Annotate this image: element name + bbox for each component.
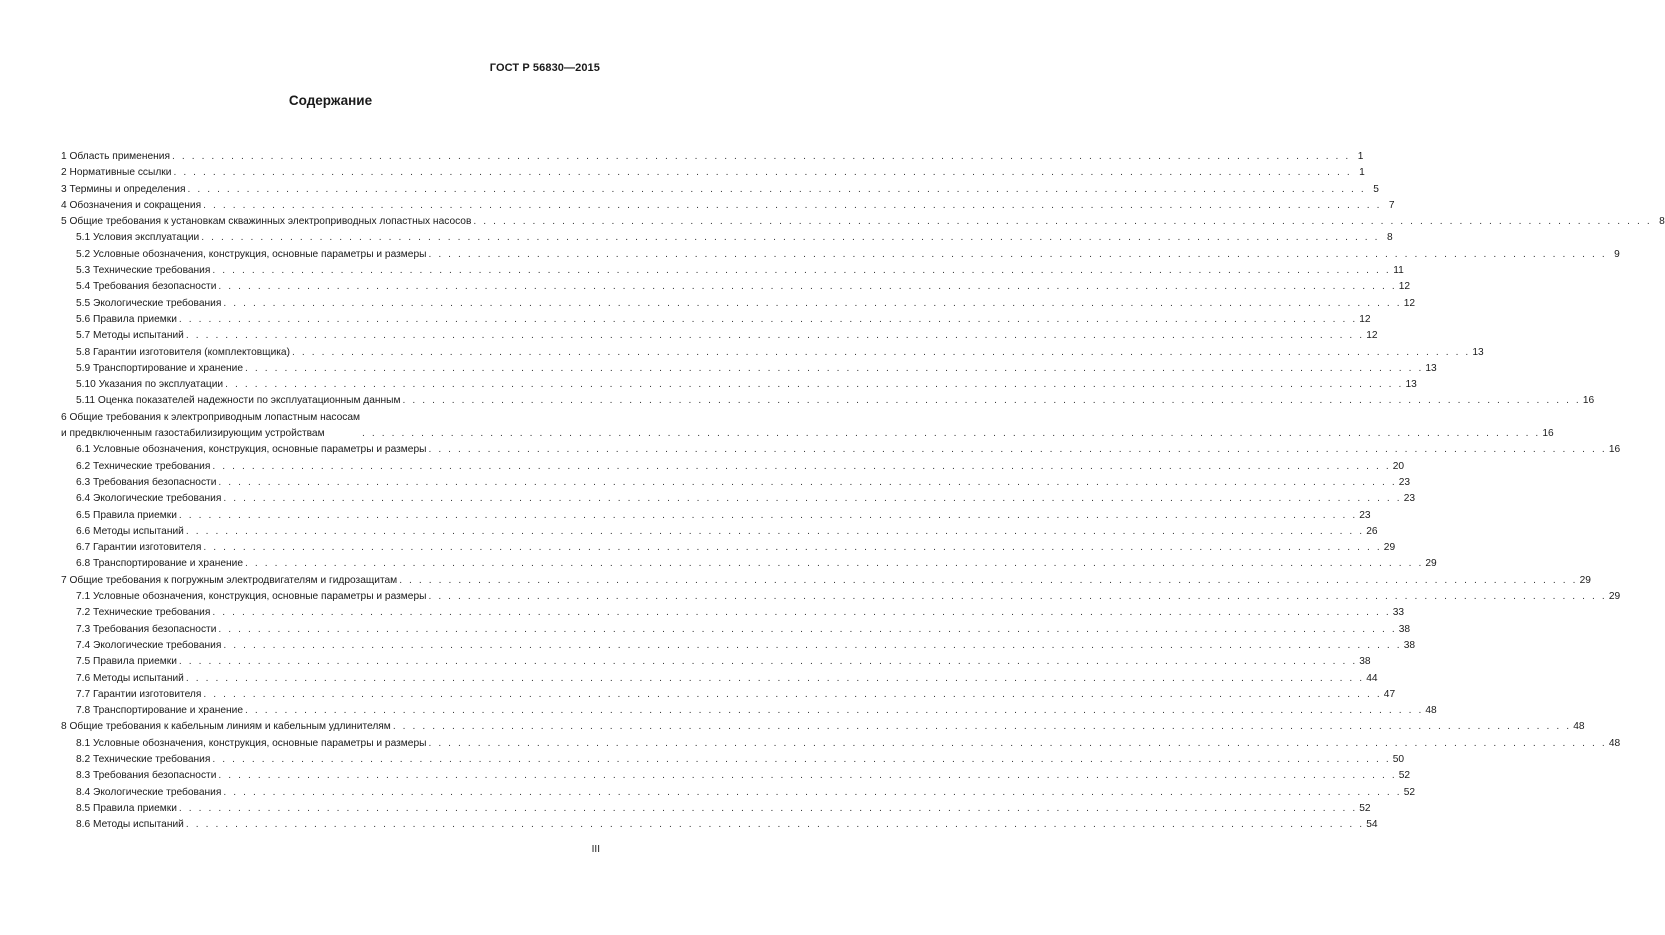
toc-entry-title bbox=[76, 230, 199, 246]
toc-entry[interactable] bbox=[61, 524, 1378, 540]
toc-entry-page: 13 bbox=[1425, 362, 1437, 374]
toc-entry-title bbox=[76, 263, 210, 279]
toc-entry[interactable] bbox=[61, 556, 1437, 572]
toc-entry[interactable] bbox=[61, 638, 1416, 654]
toc-entry-page: 29 bbox=[1608, 591, 1621, 603]
toc-entry-title-line: 5.6 Правила приемки bbox=[76, 313, 177, 325]
toc-entry[interactable] bbox=[61, 768, 1411, 784]
toc-entry-page: 16 bbox=[1608, 444, 1621, 456]
toc-entry-title bbox=[76, 654, 177, 670]
toc-entry[interactable] bbox=[61, 589, 1621, 605]
table-of-contents bbox=[61, 149, 1665, 833]
toc-leader-dots: . . . . . . . . . . . . . . . . . . . . . . . . . . . . . . . . . . . . . . . . . . . . . . . . . . . . . . . . . . . . . . . . . . . . . . . . . . . . . . . . . . . . . . . . . . . . . . . . . . . . . . . . . . . . . . . . . . . . . . . . bbox=[223, 786, 1402, 798]
toc-entry-page: 1 bbox=[1359, 167, 1365, 179]
toc-entry[interactable] bbox=[61, 817, 1378, 833]
toc-entry-page: 16 bbox=[1542, 428, 1554, 440]
toc-entry-page: 13 bbox=[1405, 379, 1417, 391]
toc-entry-title-line: 3 Термины и определения bbox=[61, 183, 186, 195]
toc-entry-title bbox=[61, 410, 360, 443]
toc-entry-title-line: 8.6 Методы испытаний bbox=[76, 819, 184, 831]
toc-leader-dots: . . . . . . . . . . . . . . . . . . . . . . . . . . . . . . . . . . . . . . . . . . . . . . . . . . . . . . . . . . . . . . . . . . . . . . . . . . . . . . . . . . . . . . . . . . . . . . . . . . . . . . . . . . . . . . . . . . . . . . . . bbox=[218, 476, 1397, 488]
toc-entry-page: 52 bbox=[1403, 786, 1416, 798]
toc-leader-dots: . . . . . . . . . . . . . . . . . . . . . . . . . . . . . . . . . . . . . . . . . . . . . . . . . . . . . . . . . . . . . . . . . . . . . . . . . . . . . . . . . . . . . . . . . . . . . . . . . . . . . . . . . . . . . . . . . . . . . . . . bbox=[212, 607, 1391, 619]
toc-entry-title-line: 6.5 Правила приемки bbox=[76, 509, 177, 521]
toc-leader-dots: . . . . . . . . . . . . . . . . . . . . . . . . . . . . . . . . . . . . . . . . . . . . . . . . . . . . . . . . . . . . . . . . . . . . . . . . . . . . . . . . . . . . . . . . . . . . . . . . . . . . . . . . . . . . . . . . . . . . . . . . bbox=[428, 591, 1607, 603]
toc-entry-page: 13 bbox=[1472, 346, 1484, 358]
toc-entry-page: 33 bbox=[1392, 607, 1405, 619]
toc-entry-page: 1 bbox=[1357, 151, 1364, 162]
toc-entry-title bbox=[76, 345, 290, 361]
toc-entry-title bbox=[76, 556, 243, 572]
toc-entry-page: 38 bbox=[1403, 639, 1416, 651]
toc-entry-title bbox=[76, 459, 210, 475]
toc-entry-title-line: 8.4 Экологические требования bbox=[76, 786, 222, 798]
toc-leader-dots: . . . . . . . . . . . . . . . . . . . . . . . . . . . . . . . . . . . . . . . . . . . . . . . . . . . . . . . . . . . . . . . . . . . . . . . . . . . . . . . . . . . . . . . . . . . . . . . . . . . . . . . . . . . . . . . . . . . . . . . . bbox=[428, 737, 1607, 749]
toc-leader-dots: . . . . . . . . . . . . . . . . . . . . . . . . . . . . . . . . . . . . . . . . . . . . . . . . . . . . . . . . . . . . . . . . . . . . . . . . . . . . . . . . . . . . . . . . . . . . . . . . . . . . . . . . . . . . . . . . . . . . . . . . bbox=[203, 542, 1382, 554]
toc-entry-title-line: 7.7 Гарантии изготовителя bbox=[76, 688, 202, 700]
toc-leader-dots: . . . . . . . . . . . . . . . . . . . . . . . . . . . . . . . . . . . . . . . . . . . . . . . . . . . . . . . . . . . . . . . . . . . . . . . . . . . . . . . . . . . . . . . . . . . . . . . . . . . . . . . . . . . . . . . . . . . . . . . . bbox=[225, 379, 1404, 391]
toc-entry[interactable] bbox=[61, 361, 1437, 377]
toc-entry-title bbox=[76, 687, 201, 703]
toc-entry-page: 29 bbox=[1579, 574, 1591, 586]
toc-entry-title-line: 5.11 Оценка показателей надежности по эксплуатационным данным bbox=[76, 395, 401, 407]
toc-entry[interactable] bbox=[61, 198, 1395, 214]
toc-entry[interactable] bbox=[61, 165, 1365, 181]
toc-entry-title-line: 6 Общие требования к электроприводным лопастным насосам bbox=[61, 411, 360, 423]
toc-entry-title-line: 7.8 Транспортирование и хранение bbox=[76, 705, 244, 717]
toc-entry-title bbox=[76, 752, 210, 768]
toc-entry-title-line: 5.7 Методы испытаний bbox=[76, 330, 184, 342]
toc-leader-dots: . . . . . . . . . . . . . . . . . . . . . . . . . . . . . . . . . . . . . . . . . . . . . . . . . . . . . . . . . . . . . . . . . . . . . . . . . . . . . . . . . . . . . . . . . . . . . . . . . . . . . . . . . . . . . . . . . . . . . . . . bbox=[245, 558, 1424, 570]
toc-entry-title-line: и предвключенным газостабилизирующим устройствам bbox=[61, 428, 325, 440]
toc-entry-page: 54 bbox=[1366, 819, 1378, 831]
toc-entry[interactable] bbox=[61, 182, 1379, 198]
toc-entry-title bbox=[61, 573, 397, 589]
page-title: Содержание bbox=[288, 93, 373, 108]
toc-entry[interactable] bbox=[61, 410, 1554, 443]
toc-entry-page: 29 bbox=[1425, 558, 1437, 570]
toc-entry-title-line: 5.3 Технические требования bbox=[76, 265, 211, 277]
toc-leader-dots: . . . . . . . . . . . . . . . . . . . . . . . . . . . . . . . . . . . . . . . . . . . . . . . . . . . . . . . . . . . . . . . . . . . . . . . . . . . . . . . . . . . . . . . . . . . . . . . . . . . . . . . . . . . . . . . . . . . . . . . . bbox=[223, 297, 1402, 309]
toc-entry-page: 29 bbox=[1383, 542, 1396, 554]
toc-entry[interactable] bbox=[61, 442, 1621, 458]
toc-entry[interactable] bbox=[61, 393, 1595, 409]
toc-entry-title-line: 6.1 Условные обозначения, конструкция, основные параметры и размеры bbox=[76, 444, 427, 456]
toc-entry[interactable] bbox=[61, 247, 1620, 263]
toc-entry[interactable] bbox=[61, 508, 1371, 524]
toc-entry-title bbox=[76, 540, 201, 556]
toc-entry[interactable] bbox=[61, 605, 1405, 621]
toc-entry[interactable] bbox=[61, 328, 1378, 344]
toc-leader-dots: . . . . . . . . . . . . . . . . . . . . . . . . . . . . . . . . . . . . . . . . . . . . . . . . . . . . . . . . . . . . . . . . . . . . . . . . . . . . . . . . . . . . . . . . . . . . . . . . . . . . . . . . . . . . . . . . . . . . . . . . bbox=[245, 362, 1424, 374]
toc-entry-page: 47 bbox=[1383, 688, 1396, 700]
toc-entry-title bbox=[76, 671, 184, 687]
toc-entry-page: 52 bbox=[1359, 802, 1371, 814]
toc-leader-dots: . . . . . . . . . . . . . . . . . . . . . . . . . . . . . . . . . . . . . . . . . . . . . . . . . . . . . . . . . . . . . . . . . . . . . . . . . . . . . . . . . . . . . . . . . . . . . . . . . . . . . . . . . . . . . . . . . . . . . . . . bbox=[218, 281, 1397, 293]
toc-leader-dots: . . . . . . . . . . . . . . . . . . . . . . . . . . . . . . . . . . . . . . . . . . . . . . . . . . . . . . . . . . . . . . . . . . . . . . . . . . . . . . . . . . . . . . . . . . . . . . . . . . . . . . . . . . . . . . . . . . . . . . . . bbox=[392, 721, 1572, 733]
toc-entry-title bbox=[76, 589, 426, 605]
toc-leader-dots: . . . . . . . . . . . . . . . . . . . . . . . . . . . . . . . . . . . . . . . . . . . . . . . . . . . . . . . . . . . . . . . . . . . . . . . . . . . . . . . . . . . . . . . . . . . . . . . . . . . . . . . . . . . . . . . . . . . . . . . . bbox=[185, 819, 1365, 831]
toc-entry-title-line: 5.5 Экологические требования bbox=[76, 297, 222, 309]
toc-entry-title bbox=[76, 328, 184, 344]
toc-entry-title-line: 5 Общие требования к установкам скважинных электроприводных лопастных насосов bbox=[61, 216, 472, 228]
toc-entry-title bbox=[61, 165, 171, 181]
toc-entry-page: 12 bbox=[1403, 297, 1416, 309]
toc-entry-title bbox=[76, 638, 221, 654]
toc-entry[interactable] bbox=[61, 345, 1484, 361]
toc-entry-title-line: 8.1 Условные обозначения, конструкция, основные параметры и размеры bbox=[76, 737, 427, 749]
toc-entry-title-line: 5.2 Условные обозначения, конструкция, основные параметры и размеры bbox=[76, 248, 427, 260]
toc-entry-title bbox=[61, 719, 391, 735]
toc-leader-dots: . . . . . . . . . . . . . . . . . . . . . . . . . . . . . . . . . . . . . . . . . . . . . . . . . . . . . . . . . . . . . . . . . . . . . . . . . . . . . . . . . . . . . . . . . . . . . . . . . . . . . . . . . . . . . . . . . . . . . . . . bbox=[187, 183, 1366, 195]
toc-entry-title bbox=[61, 149, 170, 165]
toc-entry-page: 5 bbox=[1373, 183, 1379, 195]
toc-entry-page: 20 bbox=[1392, 460, 1405, 472]
toc-leader-dots: . . . . . . . . . . . . . . . . . . . . . . . . . . . . . . . . . . . . . . . . . . . . . . . . . . . . . . . . . . . . . . . . . . . . . . . . . . . . . . . . . . . . . . . . . . . . . . . . . . . . . . . . . . . . . . . . . . . . . . . . bbox=[292, 346, 1471, 358]
toc-entry[interactable] bbox=[61, 214, 1665, 230]
toc-entry-title-line: 6.8 Транспортирование и хранение bbox=[76, 558, 244, 570]
toc-entry-title bbox=[76, 622, 216, 638]
toc-leader-dots: . . . . . . . . . . . . . . . . . . . . . . . . . . . . . . . . . . . . . . . . . . . . . . . . . . . . . . . . . . . . . . . . . . . . . . . . . . . . . . . . . . . . . . . . . . . . . . . . . . . . . . . . . . . . . . . . . . . . . . . . bbox=[428, 248, 1607, 260]
toc-entry[interactable] bbox=[61, 785, 1416, 801]
toc-entry[interactable] bbox=[61, 801, 1371, 817]
toc-entry-title-line: 7.2 Технические требования bbox=[76, 607, 211, 619]
toc-leader-dots: . . . . . . . . . . . . . . . . . . . . . . . . . . . . . . . . . . . . . . . . . . . . . . . . . . . . . . . . . . . . . . . . . . . . . . . . . . . . . . . . . . . . . . . . . . . . . . . . . . . . . . . . . . . . . . . . . . . . . . . . bbox=[428, 444, 1607, 456]
toc-entry-page: 38 bbox=[1398, 623, 1411, 635]
toc-entry-page: 8 bbox=[1386, 232, 1393, 244]
toc-entry-title bbox=[76, 703, 243, 719]
toc-entry[interactable] bbox=[61, 719, 1585, 735]
toc-entry[interactable] bbox=[61, 654, 1371, 670]
toc-leader-dots: . . . . . . . . . . . . . . . . . . . . . . . . . . . . . . . . . . . . . . . . . . . . . . . . . . . . . . . . . . . . . . . . . . . . . . . . . . . . . . . . . . . . . . . . . . . . . . . . . . . . . . . . . . . . . . . . . . . . . . . . bbox=[173, 167, 1352, 179]
toc-entry[interactable] bbox=[61, 475, 1411, 491]
toc-entry-title bbox=[76, 442, 426, 458]
toc-leader-dots: . . . . . . . . . . . . . . . . . . . . . . . . . . . . . . . . . . . . . . . . . . . . . . . . . . . . . . . . . . . . . . . . . . . . . . . . . . . . . . . . . . . . . . . . . . . . . . . . . . . . . . . . . . . . . . . . . . . . . . . . bbox=[362, 428, 1541, 440]
toc-entry-title bbox=[61, 214, 471, 230]
toc-entry-title bbox=[76, 393, 401, 409]
toc-entry-page: 44 bbox=[1366, 672, 1378, 684]
toc-entry-page: 48 bbox=[1425, 705, 1437, 717]
toc-entry-title-line: 5.4 Требования безопасности bbox=[76, 281, 217, 293]
toc-entry-title bbox=[76, 279, 216, 295]
toc-entry-title-line: 8.2 Технические требования bbox=[76, 753, 211, 765]
toc-entry[interactable] bbox=[61, 279, 1411, 295]
toc-entry-page: 48 bbox=[1573, 721, 1585, 733]
toc-entry-page: 23 bbox=[1359, 509, 1371, 521]
toc-entry-title-line: 6.3 Требования безопасности bbox=[76, 476, 217, 488]
toc-entry-title-line: 7 Общие требования к погружным электродвигателям и гидрозащитам bbox=[61, 574, 398, 586]
page-number: III bbox=[591, 844, 600, 855]
document-code: ГОСТ Р 56830—2015 bbox=[489, 62, 600, 74]
toc-leader-dots: . . . . . . . . . . . . . . . . . . . . . . . . . . . . . . . . . . . . . . . . . . . . . . . . . . . . . . . . . . . . . . . . . . . . . . . . . . . . . . . . . . . . . . . . . . . . . . . . . . . . . . . . . . . . . . . . . . . . . . . . bbox=[178, 802, 1358, 814]
toc-entry[interactable] bbox=[61, 622, 1411, 638]
toc-entry-title bbox=[76, 296, 221, 312]
toc-entry-page: 12 bbox=[1359, 313, 1371, 325]
toc-entry-title bbox=[76, 491, 221, 507]
toc-entry-title bbox=[76, 508, 177, 524]
toc-leader-dots: . . . . . . . . . . . . . . . . . . . . . . . . . . . . . . . . . . . . . . . . . . . . . . . . . . . . . . . . . . . . . . . . . . . . . . . . . . . . . . . . . . . . . . . . . . . . . . . . . . . . . . . . . . . . . . . . . . . . . . . . bbox=[212, 753, 1391, 765]
toc-entry[interactable] bbox=[61, 459, 1405, 475]
toc-entry[interactable] bbox=[61, 736, 1621, 752]
toc-entry-title bbox=[76, 361, 243, 377]
toc-entry-title bbox=[76, 377, 223, 393]
toc-entry-title-line: 6.4 Экологические требования bbox=[76, 493, 222, 505]
toc-leader-dots: . . . . . . . . . . . . . . . . . . . . . . . . . . . . . . . . . . . . . . . . . . . . . . . . . . . . . . . . . . . . . . . . . . . . . . . . . . . . . . . . . . . . . . . . . . . . . . . . . . . . . . . . . . . . . . . . . . . . . . . . bbox=[223, 493, 1402, 505]
toc-leader-dots: . . . . . . . . . . . . . . . . . . . . . . . . . . . . . . . . . . . . . . . . . . . . . . . . . . . . . . . . . . . . . . . . . . . . . . . . . . . . . . . . . . . . . . . . . . . . . . . . . . . . . . . . . . . . . . . . . . . . . . . . bbox=[218, 623, 1397, 635]
toc-leader-dots: . . . . . . . . . . . . . . . . . . . . . . . . . . . . . . . . . . . . . . . . . . . . . . . . . . . . . . . . . . . . . . . . . . . . . . . . . . . . . . . . . . . . . . . . . . . . . . . . . . . . . . . . . . . . . . . . . . . . . . . . bbox=[185, 525, 1365, 537]
toc-entry-title-line: 2 Нормативные ссылки bbox=[61, 167, 172, 179]
toc-entry-page: 50 bbox=[1392, 753, 1405, 765]
toc-entry-page: 38 bbox=[1359, 656, 1371, 668]
toc-leader-dots: . . . . . . . . . . . . . . . . . . . . . . . . . . . . . . . . . . . . . . . . . . . . . . . . . . . . . . . . . . . . . . . . . . . . . . . . . . . . . . . . . . . . . . . . . . . . . . . . . . . . . . . . . . . . . . . . . . . . . . . . bbox=[399, 574, 1578, 586]
toc-entry-title-line: 5.9 Транспортирование и хранение bbox=[76, 362, 244, 374]
toc-leader-dots: . . . . . . . . . . . . . . . . . . . . . . . . . . . . . . . . . . . . . . . . . . . . . . . . . . . . . . . . . . . . . . . . . . . . . . . . . . . . . . . . . . . . . . . . . . . . . . . . . . . . . . . . . . . . . . . . . . . . . . . . bbox=[245, 705, 1424, 717]
toc-entry-page: 11 bbox=[1393, 265, 1404, 277]
toc-entry-title-line: 8 Общие требования к кабельным линиям и кабельным удлинителям bbox=[61, 721, 391, 733]
toc-entry-title bbox=[76, 475, 216, 491]
toc-entry-page: 48 bbox=[1608, 737, 1621, 749]
toc-entry-title-line: 4 Обозначения и сокращения bbox=[61, 199, 202, 211]
toc-entry-title-line: 6.6 Методы испытаний bbox=[76, 525, 184, 537]
toc-leader-dots: . . . . . . . . . . . . . . . . . . . . . . . . . . . . . . . . . . . . . . . . . . . . . . . . . . . . . . . . . . . . . . . . . . . . . . . . . . . . . . . . . . . . . . . . . . . . . . . . . . . . . . . . . . . . . . . . . . . . . . . . bbox=[402, 395, 1581, 407]
toc-entry[interactable] bbox=[61, 573, 1591, 589]
toc-entry-title bbox=[76, 801, 177, 817]
toc-entry-page: 23 bbox=[1398, 476, 1411, 488]
toc-leader-dots: . . . . . . . . . . . . . . . . . . . . . . . . . . . . . . . . . . . . . . . . . . . . . . . . . . . . . . . . . . . . . . . . . . . . . . . . . . . . . . . . . . . . . . . . . . . . . . . . . . . . . . . . . . . . . . . . . . . . . . . . bbox=[203, 688, 1382, 700]
toc-entry-page: 9 bbox=[1614, 248, 1620, 260]
toc-entry-page: 12 bbox=[1366, 330, 1378, 342]
toc-entry-title bbox=[76, 736, 426, 752]
toc-entry-title-line: 7.1 Условные обозначения, конструкция, основные параметры и размеры bbox=[76, 591, 427, 603]
toc-entry[interactable] bbox=[61, 263, 1404, 279]
toc-entry[interactable] bbox=[61, 230, 1393, 246]
toc-entry-page: 52 bbox=[1398, 770, 1411, 782]
toc-entry[interactable] bbox=[61, 296, 1416, 312]
toc-entry-title-line: 5.8 Гарантии изготовителя (комплектовщика) bbox=[76, 346, 290, 358]
toc-entry-page: 12 bbox=[1398, 281, 1411, 293]
toc-leader-dots: . . . . . . . . . . . . . . . . . . . . . . . . . . . . . . . . . . . . . . . . . . . . . . . . . . . . . . . . . . . . . . . . . . . . . . . . . . . . . . . . . . . . . . . . . . . . . . . . . . . . . . . . . . . . . . . . . . . . . . . . bbox=[178, 656, 1358, 668]
toc-entry-title bbox=[76, 524, 184, 540]
toc-entry-title bbox=[76, 312, 177, 328]
toc-entry-title-line: 6.7 Гарантии изготовителя bbox=[76, 542, 202, 554]
toc-entry[interactable] bbox=[61, 377, 1417, 393]
toc-entry[interactable] bbox=[61, 540, 1396, 556]
toc-leader-dots: . . . . . . . . . . . . . . . . . . . . . . . . . . . . . . . . . . . . . . . . . . . . . . . . . . . . . . . . . . . . . . . . . . . . . . . . . . . . . . . . . . . . . . . . . . . . . . . . . . . . . . . . . . . . . . . . . . . . . . . . bbox=[185, 672, 1365, 684]
toc-leader-dots: . . . . . . . . . . . . . . . . . . . . . . . . . . . . . . . . . . . . . . . . . . . . . . . . . . . . . . . . . . . . . . . . . . . . . . . . . . . . . . . . . . . . . . . . . . . . . . . . . . . . . . . . . . . . . . . . . . . . . . . . bbox=[473, 216, 1652, 228]
toc-entry-title-line: 6.2 Технические требования bbox=[76, 460, 211, 472]
toc-leader-dots: . . . . . . . . . . . . . . . . . . . . . . . . . . . . . . . . . . . . . . . . . . . . . . . . . . . . . . . . . . . . . . . . . . . . . . . . . . . . . . . . . . . . . . . . . . . . . . . . . . . . . . . . . . . . . . . . . . . . . . . . bbox=[212, 265, 1391, 277]
toc-entry-title bbox=[76, 817, 184, 833]
toc-entry-title-line: 7.3 Требования безопасности bbox=[76, 623, 217, 635]
toc-entry[interactable] bbox=[61, 671, 1378, 687]
toc-entry-page: 26 bbox=[1366, 525, 1378, 537]
toc-entry-title-line: 1 Область применения bbox=[61, 151, 170, 162]
toc-entry[interactable] bbox=[61, 149, 1364, 165]
toc-entry-title-line: 7.4 Экологические требования bbox=[76, 639, 222, 651]
toc-entry-title bbox=[76, 785, 221, 801]
toc-entry-title bbox=[76, 768, 216, 784]
toc-entry-title bbox=[76, 247, 426, 263]
toc-entry[interactable] bbox=[61, 703, 1437, 719]
toc-leader-dots: . . . . . . . . . . . . . . . . . . . . . . . . . . . . . . . . . . . . . . . . . . . . . . . . . . . . . . . . . . . . . . . . . . . . . . . . . . . . . . . . . . . . . . . . . . . . . . . . . . . . . . . . . . . . . . . . . . . . . . . . bbox=[171, 151, 1351, 162]
toc-entry-title bbox=[76, 605, 210, 621]
toc-leader-dots: . . . . . . . . . . . . . . . . . . . . . . . . . . . . . . . . . . . . . . . . . . . . . . . . . . . . . . . . . . . . . . . . . . . . . . . . . . . . . . . . . . . . . . . . . . . . . . . . . . . . . . . . . . . . . . . . . . . . . . . . bbox=[185, 330, 1365, 342]
toc-entry[interactable] bbox=[61, 491, 1416, 507]
toc-entry[interactable] bbox=[61, 752, 1405, 768]
toc-entry-page: 16 bbox=[1582, 395, 1595, 407]
toc-entry-title bbox=[61, 198, 201, 214]
toc-leader-dots: . . . . . . . . . . . . . . . . . . . . . . . . . . . . . . . . . . . . . . . . . . . . . . . . . . . . . . . . . . . . . . . . . . . . . . . . . . . . . . . . . . . . . . . . . . . . . . . . . . . . . . . . . . . . . . . . . . . . . . . . bbox=[201, 232, 1380, 244]
toc-entry-title-line: 8.5 Правила приемки bbox=[76, 802, 177, 814]
toc-leader-dots: . . . . . . . . . . . . . . . . . . . . . . . . . . . . . . . . . . . . . . . . . . . . . . . . . . . . . . . . . . . . . . . . . . . . . . . . . . . . . . . . . . . . . . . . . . . . . . . . . . . . . . . . . . . . . . . . . . . . . . . . bbox=[178, 509, 1358, 521]
toc-entry-title-line: 5.10 Указания по эксплуатации bbox=[76, 379, 224, 391]
toc-entry-title bbox=[61, 182, 185, 198]
toc-leader-dots: . . . . . . . . . . . . . . . . . . . . . . . . . . . . . . . . . . . . . . . . . . . . . . . . . . . . . . . . . . . . . . . . . . . . . . . . . . . . . . . . . . . . . . . . . . . . . . . . . . . . . . . . . . . . . . . . . . . . . . . . bbox=[223, 639, 1402, 651]
toc-leader-dots: . . . . . . . . . . . . . . . . . . . . . . . . . . . . . . . . . . . . . . . . . . . . . . . . . . . . . . . . . . . . . . . . . . . . . . . . . . . . . . . . . . . . . . . . . . . . . . . . . . . . . . . . . . . . . . . . . . . . . . . . bbox=[212, 460, 1391, 472]
toc-entry-title-line: 7.5 Правила приемки bbox=[76, 656, 177, 668]
toc-entry[interactable] bbox=[61, 312, 1371, 328]
toc-leader-dots: . . . . . . . . . . . . . . . . . . . . . . . . . . . . . . . . . . . . . . . . . . . . . . . . . . . . . . . . . . . . . . . . . . . . . . . . . . . . . . . . . . . . . . . . . . . . . . . . . . . . . . . . . . . . . . . . . . . . . . . . bbox=[218, 770, 1397, 782]
toc-entry[interactable] bbox=[61, 687, 1396, 703]
toc-leader-dots: . . . . . . . . . . . . . . . . . . . . . . . . . . . . . . . . . . . . . . . . . . . . . . . . . . . . . . . . . . . . . . . . . . . . . . . . . . . . . . . . . . . . . . . . . . . . . . . . . . . . . . . . . . . . . . . . . . . . . . . . bbox=[203, 199, 1382, 211]
toc-entry-title-line: 5.1 Условия эксплуатации bbox=[76, 232, 200, 244]
toc-entry-title-line: 7.6 Методы испытаний bbox=[76, 672, 184, 684]
toc-entry-title-line: 8.3 Требования безопасности bbox=[76, 770, 217, 782]
toc-entry-page: 8 bbox=[1659, 216, 1665, 228]
toc-entry-page: 7 bbox=[1388, 199, 1395, 211]
toc-leader-dots: . . . . . . . . . . . . . . . . . . . . . . . . . . . . . . . . . . . . . . . . . . . . . . . . . . . . . . . . . . . . . . . . . . . . . . . . . . . . . . . . . . . . . . . . . . . . . . . . . . . . . . . . . . . . . . . . . . . . . . . . bbox=[178, 313, 1358, 325]
toc-entry-page: 23 bbox=[1403, 493, 1416, 505]
